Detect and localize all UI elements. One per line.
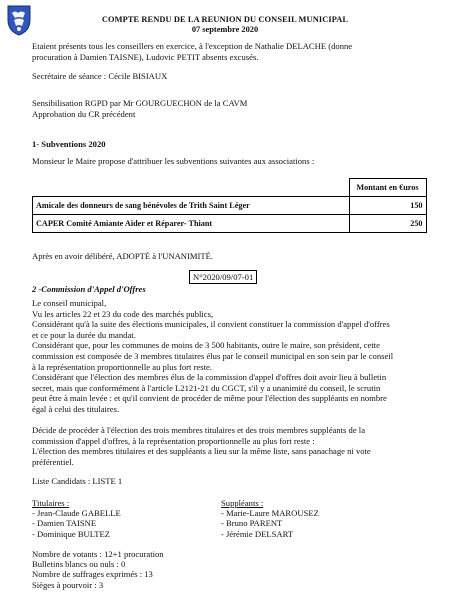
body-line: commission d'appel d'offres, à la représentation proportionnelle au plus fort reste :: [32, 435, 315, 446]
titulaires-label: Titulaires :: [32, 498, 70, 508]
association-amount: 250: [349, 215, 426, 233]
adopted-statement: Après en avoir délibéré, ADOPTÉ à l'UNANIMITÉ.: [32, 251, 214, 261]
body-line: et ce pour la durée du mandat.: [32, 329, 136, 340]
list-item: - Jean-Claude GABELLE: [32, 508, 121, 519]
deliberation-reference: N°2020/09/07-01: [189, 270, 257, 284]
vote-line: Bulletins blancs ou nuls : 0: [32, 559, 126, 570]
meeting-date: 07 septembre 2020: [191, 25, 259, 34]
list-item: - Jérémie DELSART: [221, 528, 294, 539]
body-line: peut être à main levée : et qu'il convient de procéder de même pour l'élection des suppléants en nombre: [32, 393, 387, 404]
list-item: - Bruno PARENT: [221, 518, 283, 529]
vote-line: Nombre de suffrages exprimés : 13: [32, 569, 153, 580]
body-line: Considérant que l'élection des membres élus de la commission d'appel d'offres doit avoir lieu à bulletin: [32, 372, 387, 383]
body-line: préférentiel.: [32, 456, 74, 467]
list-item: - Dominique BULTEZ: [32, 528, 110, 539]
section-2-title: 2 -Commission d'Appel d'Offres: [32, 284, 146, 294]
body-line: commission est composée de 3 membres titulaires élus par le conseil municipal en son sein par le conseil: [32, 350, 394, 361]
list-item: - Damien TAISNE: [32, 518, 97, 529]
decision-block: [32, 425, 371, 467]
attendance-line-2: procuration à Damien TAISNE), Ludovic PETIT absents excusés.: [32, 52, 259, 62]
suppleants-column: [221, 498, 319, 539]
table-row: [33, 197, 427, 215]
vote-line: Sièges à pourvoir : 3: [32, 579, 104, 590]
body-line: Considérant que, pour les communes de moins de 3 500 habitants, outre le maire, son président, cette: [32, 340, 380, 351]
vote-line: Nombre de votants : 12+1 procuration: [32, 549, 164, 559]
section-2-body: [32, 298, 393, 415]
amount-header: Montant en €uros: [349, 179, 426, 197]
table-row: [33, 215, 427, 233]
association-name: Amicale des donneurs de sang bénévoles de Trith Saint Léger: [33, 197, 350, 215]
section-1-intro: Monsieur le Maire propose d'attribuer les subventions suivantes aux associations :: [32, 156, 315, 166]
rgpd-line: Sensibilisation RGPD par Mr GOURGUECHON de la CAVM: [32, 98, 248, 108]
body-line: L'élection des membres titulaires et des suppléants a lieu sur la même liste, sans panachage ni vote: [32, 446, 371, 457]
body-line: à la représentation proportionnelle au plus fort reste.: [32, 361, 212, 372]
section-1-title: 1- Subventions 2020: [32, 139, 106, 149]
body-line: secret, mais que conformément à l'article L2121-21 du CGCT, s'il y a unanimité du conseil, le scrutin: [32, 382, 381, 393]
candidate-list-label: Liste Candidats : LISTE 1: [32, 476, 123, 486]
association-amount: 150: [349, 197, 426, 215]
approval-line: Approbation du CR précédent: [32, 109, 136, 119]
body-line: Vu les articles 22 et 23 du code des marchés publics,: [32, 308, 214, 319]
body-line: Considérant qu'à la suite des élections municipales, il convient constituer la commission d'appel d'offres: [32, 319, 390, 330]
secretary-line: Secrétaire de séance : Cécile BISIAUX: [32, 71, 168, 81]
table-header-row: [33, 179, 427, 197]
attendance-line-1: Etaient présents tous les conseillers en exercice, à l'exception de Nathalie DELACHE (donne: [32, 41, 353, 51]
suppleants-label: Suppléants :: [221, 498, 264, 508]
subsidies-table: [32, 178, 427, 233]
list-item: - Marie-Laure MAROUSEZ: [221, 508, 319, 519]
association-name: CAPER Comité Amiante Aider et Réparer- Thiant: [33, 215, 350, 233]
body-line: égal à celui des titulaires.: [32, 403, 120, 414]
body-line: Le conseil municipal,: [32, 298, 107, 308]
document-title: COMPTE RENDU DE LA REUNION DU CONSEIL MUNICIPAL: [101, 15, 349, 24]
vote-results: [32, 549, 164, 590]
titulaires-column: [32, 498, 121, 539]
body-line: Décide de procéder à l'élection des trois membres titulaires et des trois membres suppléants de la: [32, 425, 366, 435]
